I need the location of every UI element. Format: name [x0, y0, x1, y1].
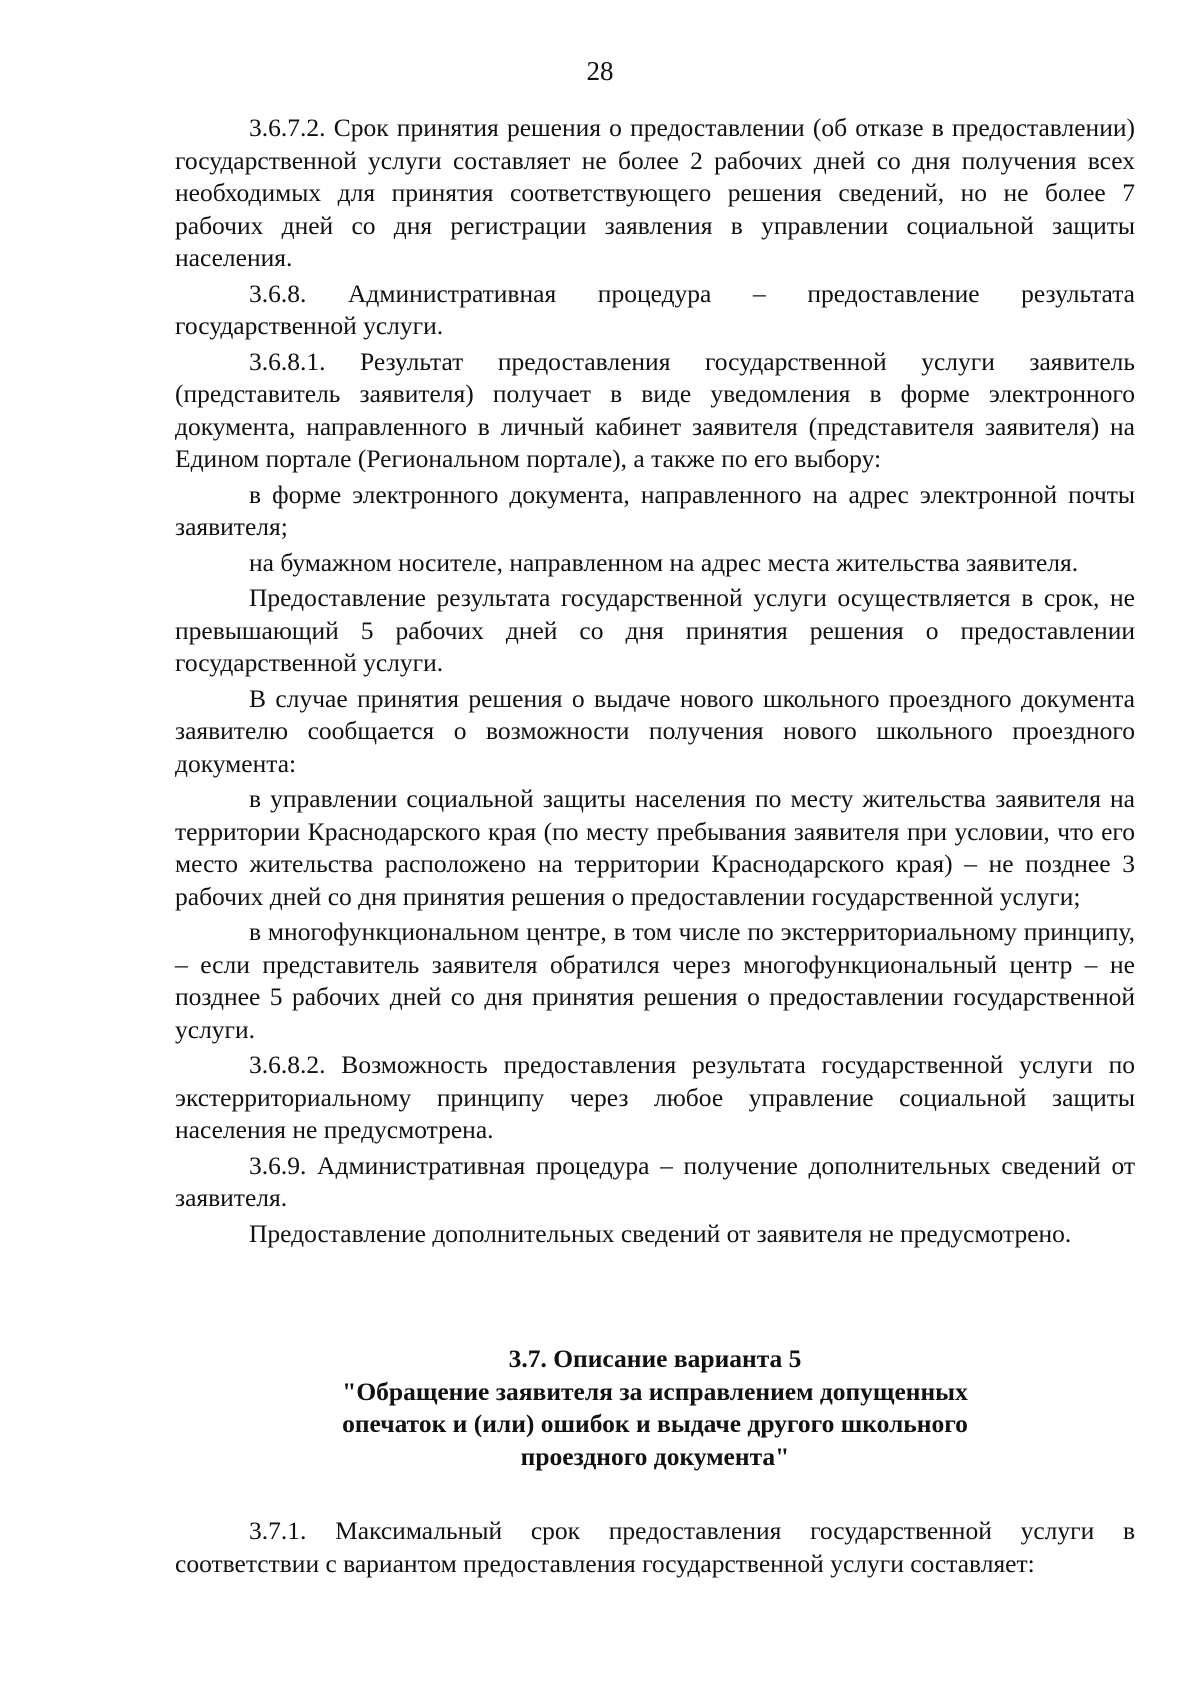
paragraph-3-7-1: 3.7.1. Максимальный срок предоставления государственной услуги в соответствии с вариантом предоставления государственной услуги составляет:: [175, 1516, 1135, 1578]
paragraph-additional-info: Предоставление дополнительных сведений от заявителя не предусмотрено.: [249, 1218, 1072, 1248]
paragraph-mfc: в многофункциональном центре, в том числе по экстерриториальному принципу, – если представитель заявителя обратился через многофункциональный центр – не позднее 5 рабочих дней со дня принятия решения о предоставлении государственной услуги.: [175, 917, 1135, 1044]
section-heading-3-7: [175, 1343, 1135, 1473]
paragraph-email-option: в форме электронного документа, направленного на адрес электронной почты заявителя;: [175, 479, 1135, 541]
heading-line-4: проездного документа": [520, 1441, 790, 1471]
paragraph-result-deadline: Предоставление результата государственной услуги осуществляется в срок, не превышающий 5 рабочих дней со дня принятия решения о предоставлении государственной услуги.: [175, 583, 1135, 677]
heading-line-2: "Обращение заявителя за исправлением допущенных: [342, 1376, 968, 1406]
heading-line-1: 3.7. Описание варианта 5: [508, 1344, 802, 1373]
section-3-7-body: [175, 1515, 1135, 1583]
document-body: [175, 112, 1135, 1253]
heading-line-3: опечаток и (или) ошибок и выдаче другого школьного: [342, 1409, 968, 1438]
paragraph-paper-option: на бумажном носителе, направленном на адрес места жительства заявителя.: [249, 547, 1079, 577]
paragraph-3-6-7-2: 3.6.7.2. Срок принятия решения о предоставлении (об отказе в предоставлении) государственной услуги составляет не более 2 рабочих дней со дня получения всех необходимых для принятия соответствующего решения сведений, но не более 7 рабочих дней со дня регистрации заявления в управлении социальной защиты населения.: [175, 113, 1135, 272]
page-number: 28: [586, 56, 614, 86]
paragraph-new-document: В случае принятия решения о выдаче нового школьного проездного документа заявителю сообщается о возможности получения нового школьного проездного документа:: [175, 683, 1135, 778]
paragraph-3-6-8: 3.6.8. Административная процедура – предоставление результата государственной услуги.: [175, 278, 1135, 340]
paragraph-social-office: в управлении социальной защиты населения по месту жительства заявителя на территории Краснодарского края (по месту пребывания заявителя при условии, что его место жительства расположено на территории Краснодарского края) – не позднее 3 рабочих дней со дня принятия решения о предоставлении государственной услуги;: [175, 784, 1135, 911]
paragraph-3-6-8-1: 3.6.8.1. Результат предоставления государственной услуги заявитель (представитель заявителя) получает в виде уведомления в форме электронного документа, направленного в личный кабинет заявителя (представителя заявителя) на Едином портале (Региональном портале), а также по его выбору:: [175, 346, 1135, 473]
paragraph-3-6-8-2: 3.6.8.2. Возможность предоставления результата государственной услуги по экстерриториальному принципу через любое управление социальной защиты населения не предусмотрена.: [175, 1050, 1135, 1144]
paragraph-3-6-9: 3.6.9. Административная процедура – получение дополнительных сведений от заявителя.: [175, 1150, 1135, 1212]
